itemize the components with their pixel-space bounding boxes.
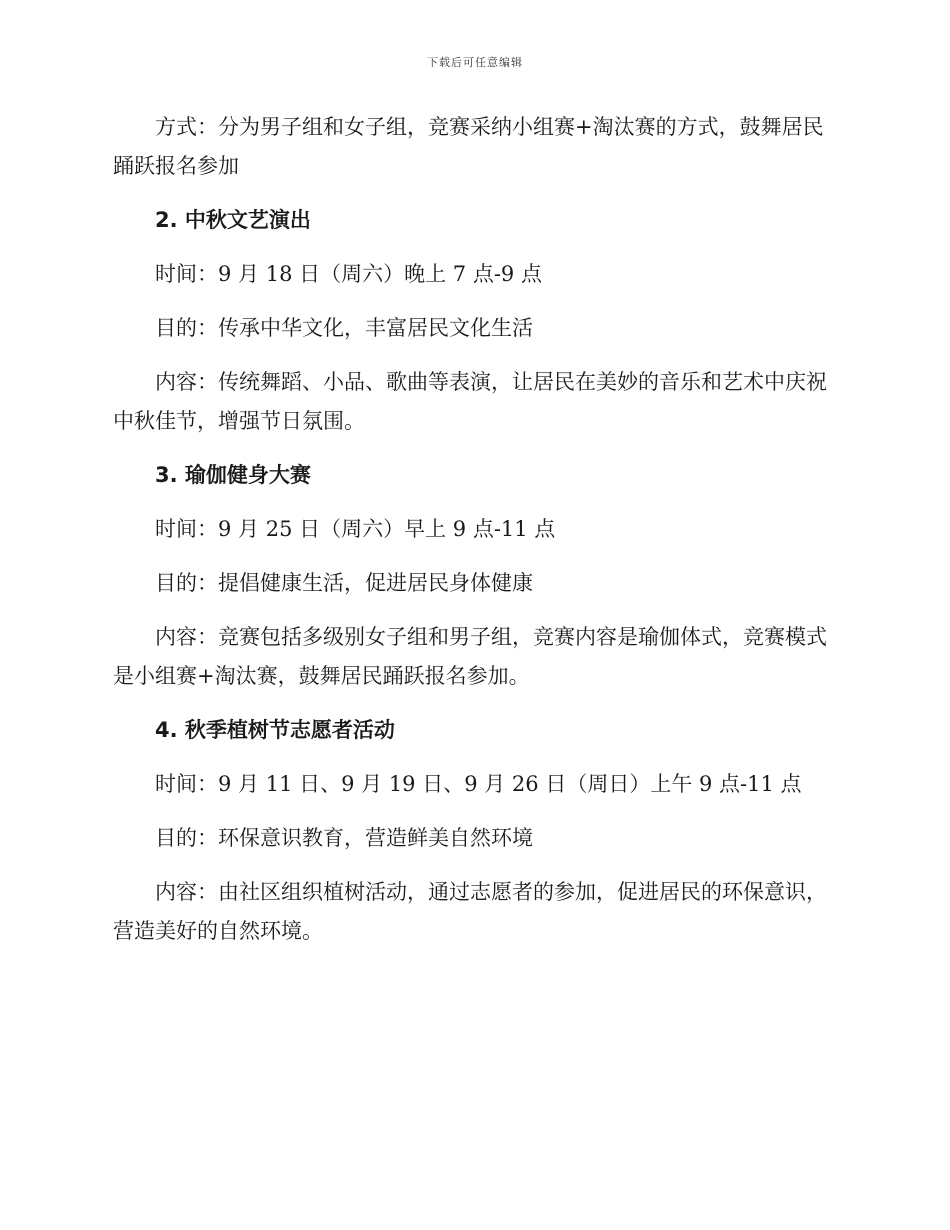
page-header-note: 下载后可任意编辑 [427,56,523,69]
paragraph-format: 方式：分为男子组和女子组，竞赛采纳小组赛+淘汰赛的方式，鼓舞居民踊跃报名参加 [113,115,824,178]
section-heading-yoga-contest: 3. 瑜伽健身大赛 [155,463,311,487]
paragraph-content: 内容：传统舞蹈、小品、歌曲等表演，让居民在美妙的音乐和艺术中庆祝中秋佳节，增强节日氛围。 [113,370,827,433]
document-body [113,108,833,966]
paragraph-time: 时间：9 月 18 日（周六）晚上 7 点-9 点 [155,262,542,286]
paragraph-time: 时间：9 月 11 日、9 月 19 日、9 月 26 日（周日）上午 9 点-11 点 [155,772,802,796]
section-heading-mid-autumn-show: 2. 中秋文艺演出 [155,208,311,232]
paragraph-content: 内容：竞赛包括多级别女子组和男子组，竞赛内容是瑜伽体式，竞赛模式是小组赛+淘汰赛，鼓舞居民踊跃报名参加。 [113,625,827,688]
paragraph-content: 内容：由社区组织植树活动，通过志愿者的参加，促进居民的环保意识，营造美好的自然环境。 [113,880,827,943]
paragraph-purpose: 目的：提倡健康生活，促进居民身体健康 [155,571,533,595]
paragraph-purpose: 目的：环保意识教育，营造鲜美自然环境 [155,826,533,850]
paragraph-purpose: 目的：传承中华文化，丰富居民文化生活 [155,316,533,340]
paragraph-time: 时间：9 月 25 日（周六）早上 9 点-11 点 [155,517,556,541]
section-heading-tree-planting: 4. 秋季植树节志愿者活动 [155,718,395,742]
